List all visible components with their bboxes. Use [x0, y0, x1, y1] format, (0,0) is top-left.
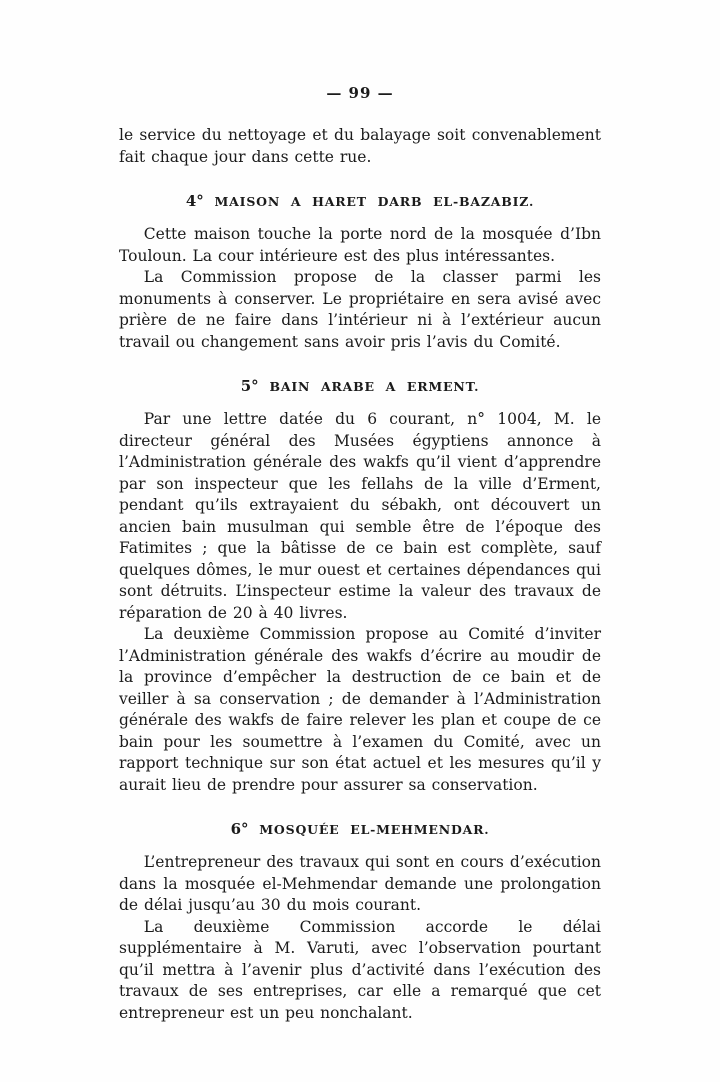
- section-ordinal: 5°: [240, 377, 259, 395]
- continuation-paragraph: le service du nettoyage et du balayage soit convenablement fait chaque jour dans cette rue.: [119, 126, 601, 166]
- section-paragraph: Cette maison touche la porte nord de la mosquée d’Ibn Touloun. La cour intérieure est des plus intéressantes.: [119, 225, 601, 265]
- section-title: BAIN ARABE A ERMENT.: [269, 379, 480, 394]
- section-title: MAISON A HARET DARB EL-BAZABIZ.: [214, 194, 535, 209]
- section-paragraph: La deuxième Commission accorde le délai supplémentaire à M. Varuti, avec l’observation pourtant qu’il mettra à l’avenir plus d’activité dans l’exécution des travaux de ses entreprises, car elle a remarqué que cet entrepreneur est un peu nonchalant.: [119, 917, 601, 1022]
- section-heading-6: [119, 822, 601, 837]
- section-heading-5: [119, 379, 601, 394]
- section-paragraph: Par une lettre datée du 6 courant, n° 1004, M. le directeur général des Musées égyptiens annonce à l’Administration générale des wakfs qu’il vient d’apprendre par son inspecteur que les fellahs de la ville d’Erment, pendant qu’ils extrayaient du sébakh, ont découvert un ancien bain musulman qui semble être de l’époque des Fatimites ; que la bâtisse de ce bain est complète, sauf quelques dômes, le mur ouest et certaines dépendances qui sont détruits. L’inspecteur estime la valeur des travaux de réparation de 20 à 40 livres.: [119, 410, 601, 622]
- section-paragraph: La deuxième Commission propose au Comité d’inviter l’Administration générale des wakfs d’écrire au moudir de la province d’empêcher la destruction de ce bain et de veiller à sa conservation ; de demander à l’Administration générale des wakfs de faire relever les plan et coupe de ce bain pour les soumettre à l’examen du Comité, avec un rapport technique sur son état actuel et les mesures qu’il y aurait lieu de prendre pour assurer sa conservation.: [119, 625, 601, 794]
- section-paragraph: La Commission propose de la classer parmi les monuments à conserver. Le propriétaire en sera avisé avec prière de ne faire dans l’intérieur ni à l’extérieur aucun travail ou changement sans avoir pris l’avis du Comité.: [119, 268, 601, 351]
- section-paragraph: L’entrepreneur des travaux qui sont en cours d’exécution dans la mosquée el-Mehmendar demande une prolongation de délai jusqu’au 30 du mois courant.: [119, 853, 601, 914]
- section-title: MOSQUÉE EL-MEHMENDAR.: [259, 822, 490, 837]
- text-block: [119, 125, 601, 1024]
- section-ordinal: 6°: [230, 820, 249, 838]
- section-heading-4: [119, 194, 601, 209]
- section-ordinal: 4°: [185, 192, 204, 210]
- page-number: — 99 —: [326, 84, 394, 102]
